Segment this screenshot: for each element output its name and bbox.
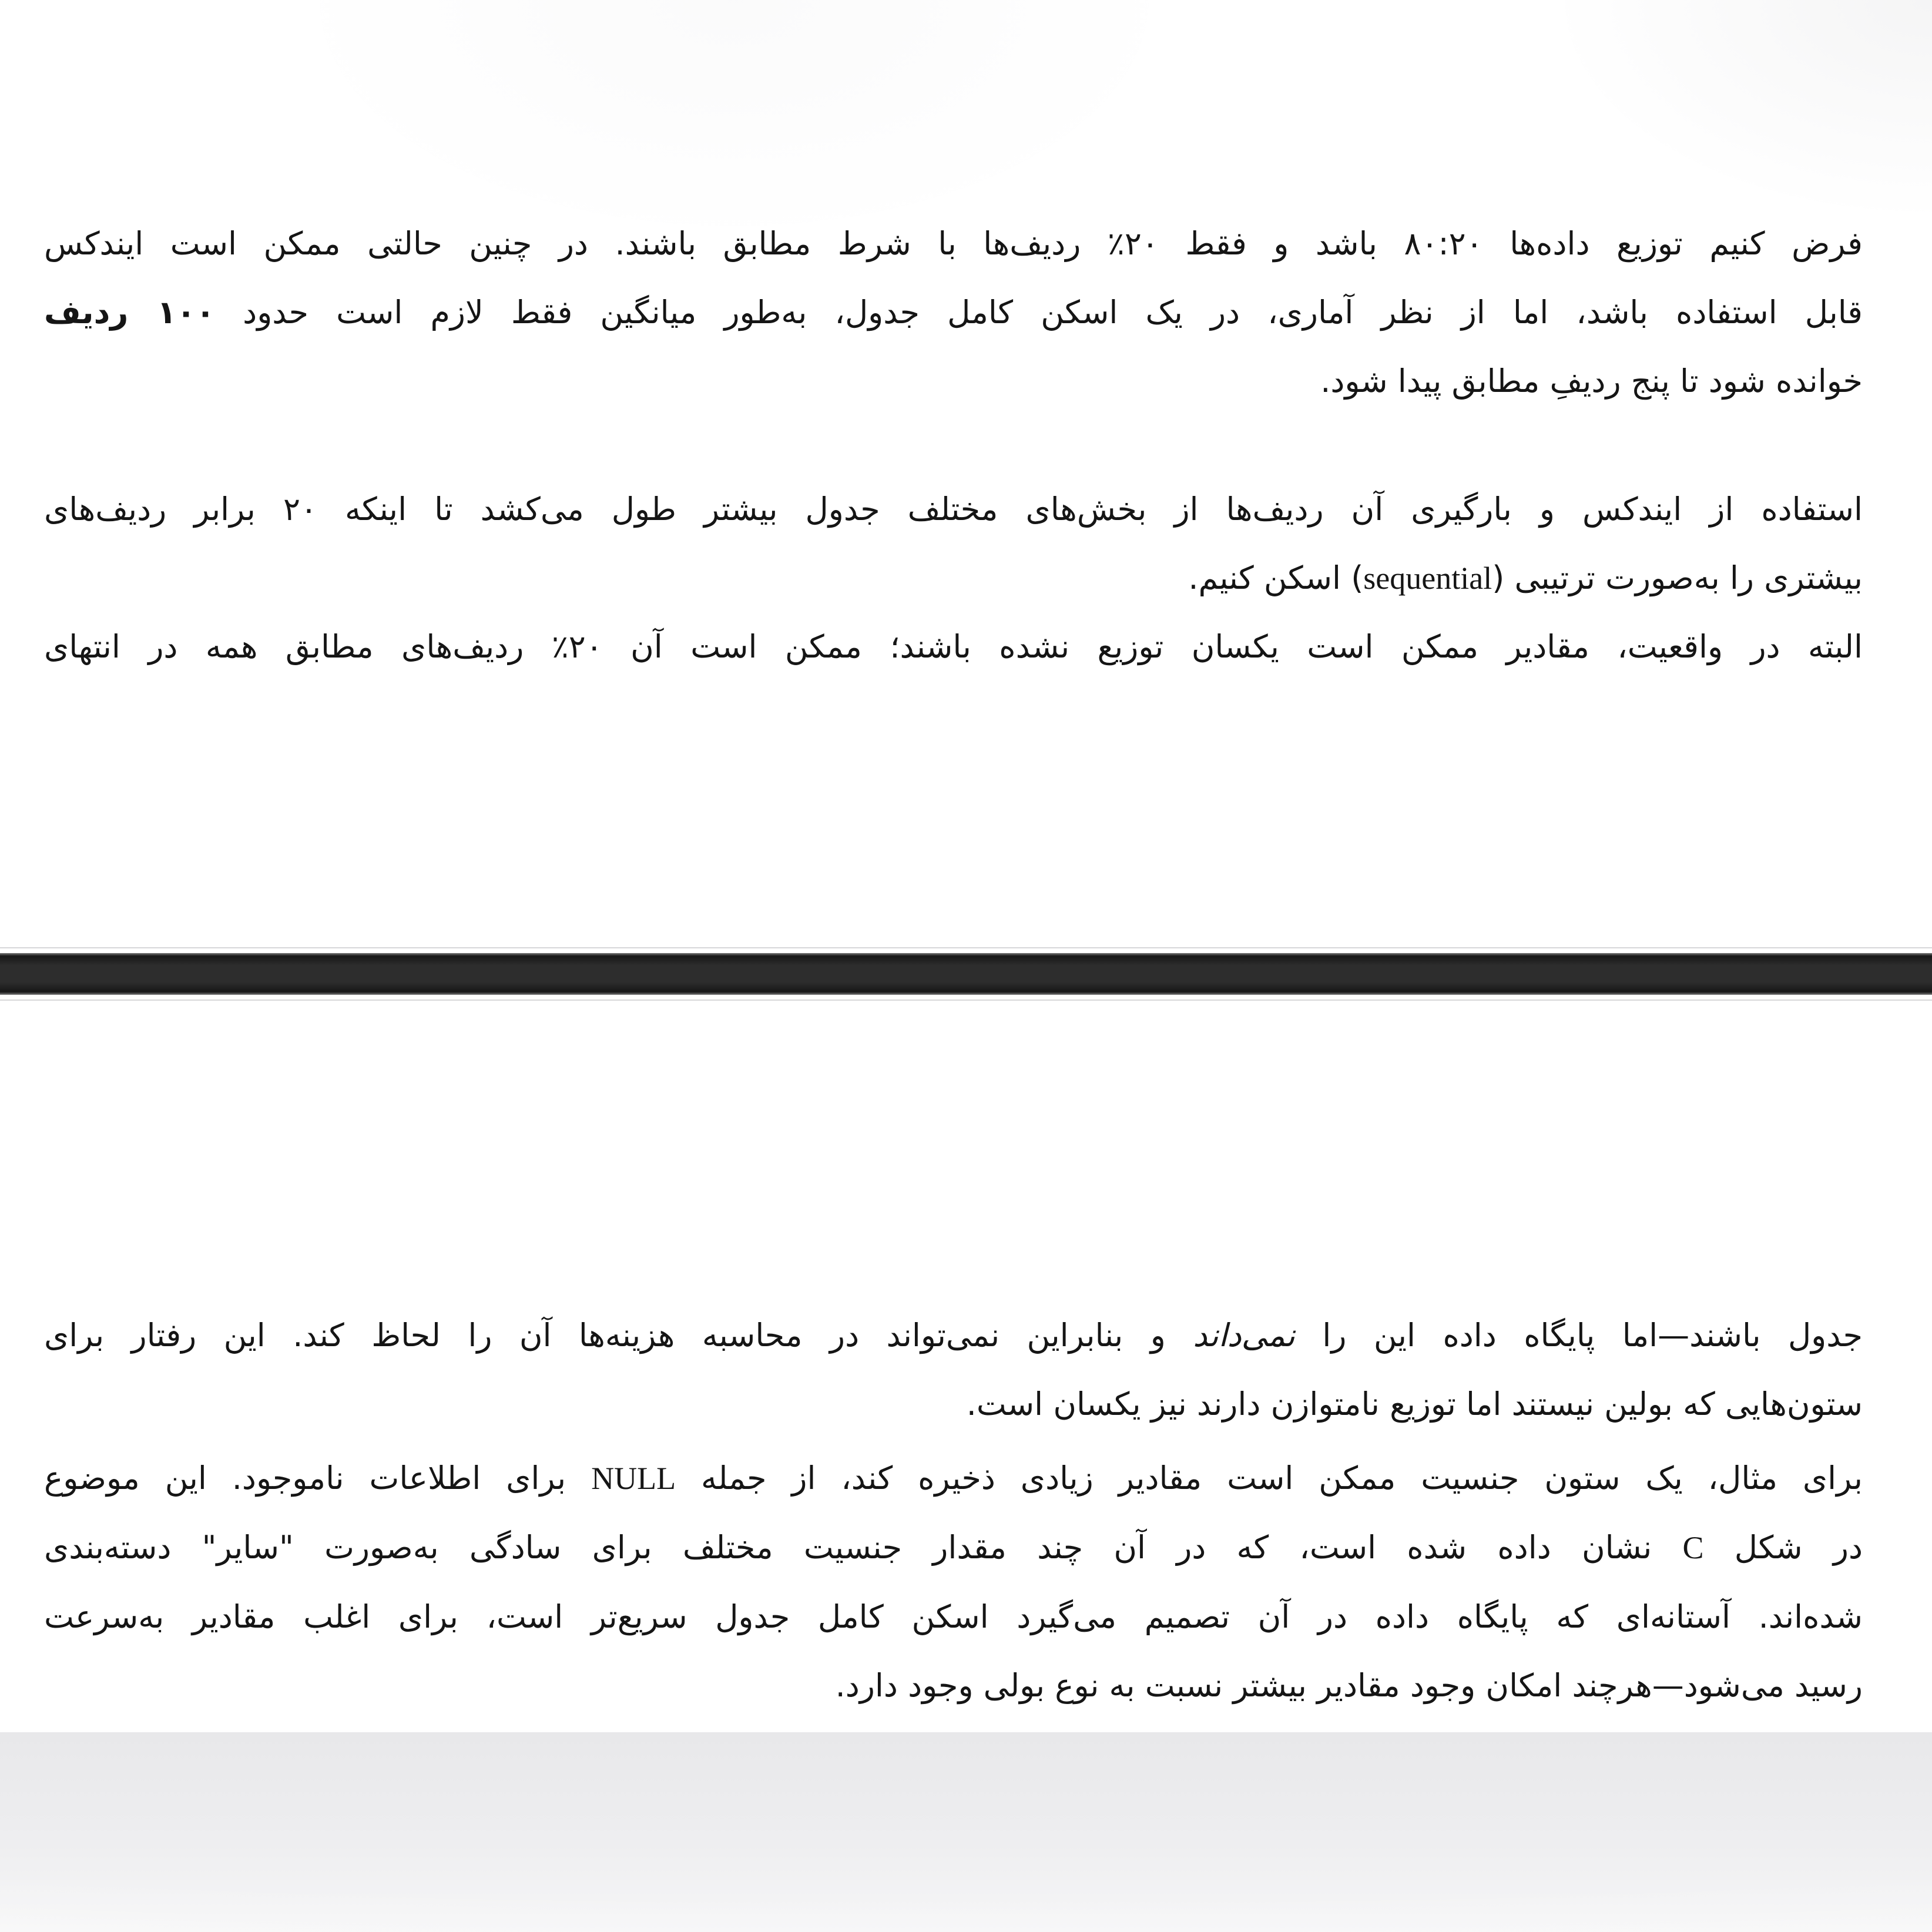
text-line <box>44 1444 1863 1513</box>
text-segment-normal: برای مثال، یک ستون جنسیت ممکن است مقادیر زیادی ذخیره کند، از جمله <box>676 1460 1863 1497</box>
screenshot-seam-bar <box>0 953 1932 995</box>
text-segment-normal: جدول باشند—اما پایگاه داده این را <box>1294 1317 1863 1354</box>
paragraph-index-vs-sequential-scan <box>44 475 1863 613</box>
text-line <box>44 278 1863 347</box>
text-segment-normal: ) اسکن کنیم. <box>1188 559 1364 596</box>
text-segment-latin: C <box>1682 1530 1704 1565</box>
text-segment-normal: شده‌اند. آستانه‌ای که پایگاه داده در آن تصمیم می‌گیرد اسکن کامل جدول سریع‌تر است، برای اغلب مقادیر به‌سرعت <box>44 1598 1863 1635</box>
text-segment-normal: برای اطلاعات ناموجود. این موضوع <box>44 1460 592 1497</box>
paragraph-uneven-distribution-start <box>44 612 1863 681</box>
text-segment-normal: و بنابراین نمی‌تواند در محاسبه هزینه‌ها آن را لحاظ کند. این رفتار برای <box>44 1317 1193 1354</box>
text-segment-normal: قابل استفاده باشد، اما از نظر آماری، در یک اسکن کامل جدول، به‌طور میانگین فقط لازم است حدود <box>215 294 1863 331</box>
text-segment-latin: sequential <box>1363 561 1492 596</box>
text-segment-latin: NULL <box>591 1461 676 1496</box>
text-line <box>44 1370 1863 1438</box>
text-segment-normal: البته در واقعیت، مقادیر ممکن است یکسان توزیع نشده باشند؛ ممکن است آن ۲۰٪ ردیف‌های مطابق همه در انتهای <box>44 628 1863 665</box>
text-segment-normal: خوانده شود تا پنج ردیفِ مطابق پیدا شود. <box>1320 363 1863 400</box>
text-segment-normal: فرض کنیم توزیع داده‌ها ۸۰:۲۰ باشد و فقط ۲۰٪ ردیف‌ها با شرط مطابق باشند. در چنین حالتی ممکن است ایندکس <box>44 225 1863 262</box>
text-line <box>44 347 1863 415</box>
text-line <box>44 1582 1863 1651</box>
text-segment-normal: رسید می‌شود—هرچند امکان وجود مقادیر بیشتر نسبت به نوع بولی وجود دارد. <box>835 1667 1863 1704</box>
bottom-gray-band <box>0 1732 1932 1932</box>
text-line <box>44 475 1863 544</box>
text-line <box>44 544 1863 613</box>
text-segment-normal: استفاده از ایندکس و بارگیری آن ردیف‌ها از بخش‌های مختلف جدول بیشتر طول می‌کشد تا اینکه ۲۰ برابر ردیف‌های <box>44 491 1863 528</box>
text-line <box>44 209 1863 278</box>
text-segment-normal: نشان داده شده است، که در آن چند مقدار جنسیت مختلف برای سادگی به‌صورت "سایر" دسته‌بندی <box>44 1529 1683 1566</box>
text-line <box>44 1513 1863 1582</box>
text-line <box>44 1301 1863 1370</box>
text-line <box>44 612 1863 681</box>
text-segment-normal: بیشتری را به‌صورت ترتیبی ( <box>1492 559 1863 596</box>
paragraph-gender-column-example <box>44 1444 1863 1720</box>
paragraph-index-assumption <box>44 209 1863 415</box>
text-line <box>44 1651 1863 1720</box>
text-segment-normal: در شکل <box>1703 1529 1863 1566</box>
text-segment-normal: ستون‌هایی که بولین نیستند اما توزیع نامتوازن دارند نیز یکسان است. <box>966 1386 1863 1423</box>
text-segment-italic: نمی‌داند <box>1193 1317 1295 1354</box>
paragraph-uneven-distribution-continued <box>44 1301 1863 1438</box>
text-segment-bold: ۱۰۰ ردیف <box>44 294 216 331</box>
